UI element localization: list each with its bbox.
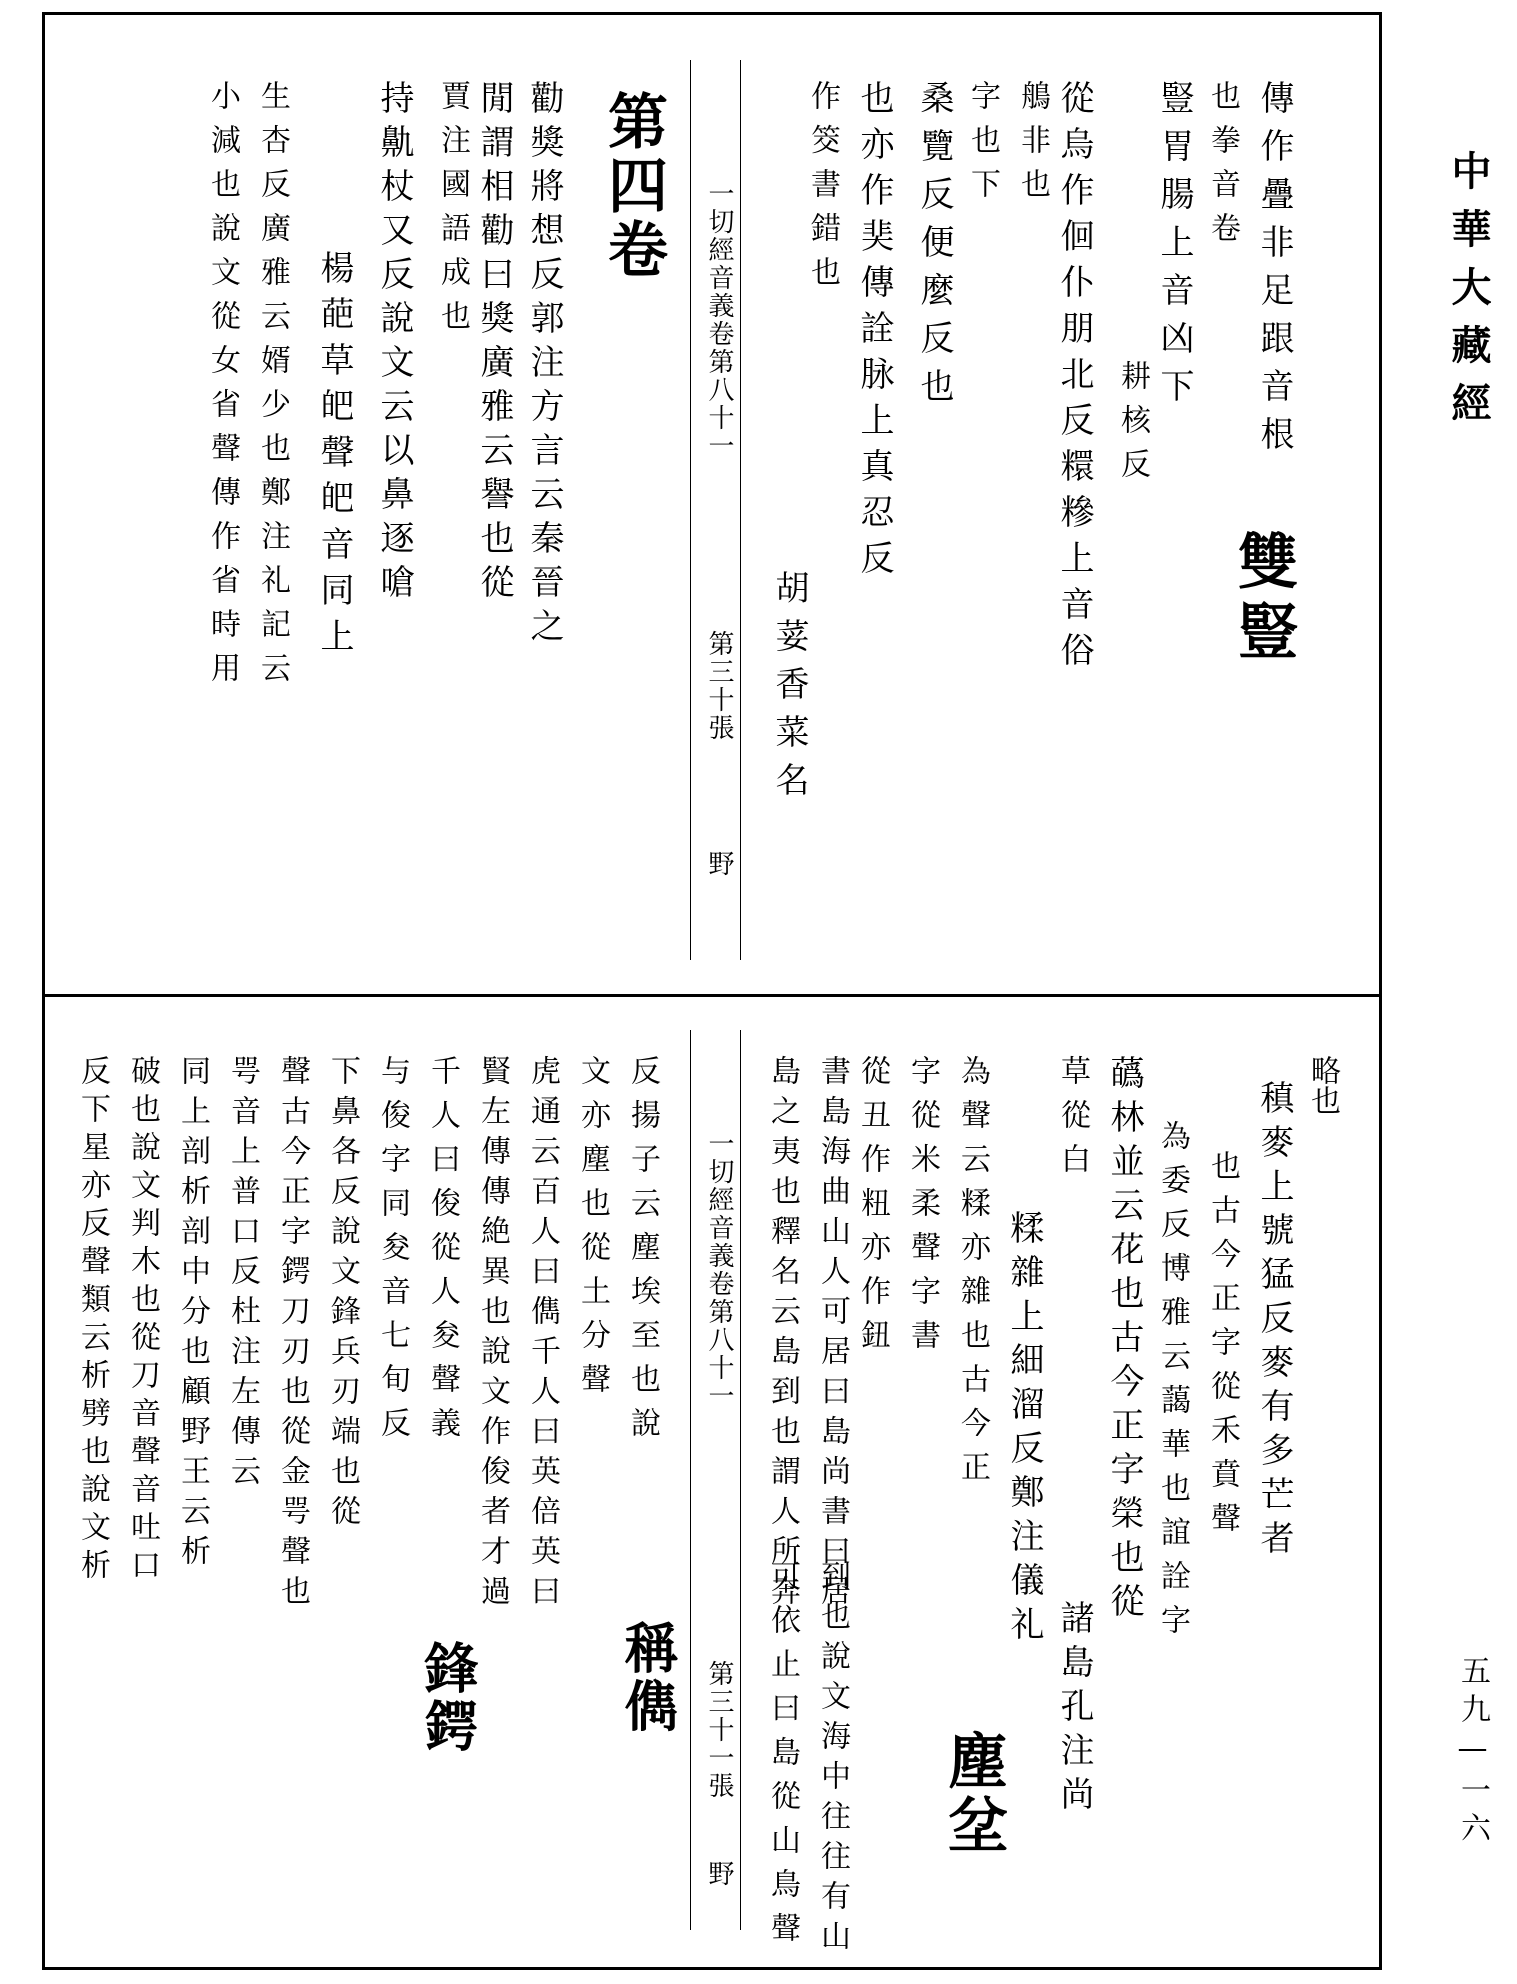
bottom-left-col-7: 下鼻各反說文鋒兵刃端也從 (325, 1055, 360, 1535)
bottom-left-col-3: 虎通云百人曰儁千人曰英倍英曰 (525, 1055, 560, 1615)
top-right-col-2: 也拳音卷 (1205, 80, 1240, 256)
bottom-right-col-2: 稹麥上號猛反麥有多芒者 (1254, 1080, 1294, 1564)
bottom-right-col-7: 糅雜上細溜反鄭注儀礼 (1004, 1210, 1044, 1650)
top-right-col-4: 耕核反 (1115, 360, 1150, 492)
bottom-right-col-3: 也古今正字從禾賁聲 (1205, 1150, 1240, 1546)
bottom-right-col-16: 塵坌 (938, 1730, 1008, 1858)
bottom-right-col-1: 略也 (1305, 1055, 1340, 1115)
bottom-left-col-9: 咢音上普口反杜注左傳云 (225, 1055, 260, 1495)
top-right-col-8: 字也下 (965, 80, 1000, 212)
top-left-col-4: 賈注國語成也 (435, 80, 470, 344)
top-right-col-1: 傳作疊非足跟音根 (1254, 80, 1294, 464)
top-right-col-10: 也亦作奜傳詮脉上真忍反 (854, 80, 894, 586)
bottom-right-col-14: 到也說文海中往往有山 (815, 1560, 850, 1960)
top-right-col-9: 桑覽反便麼反也 (914, 80, 954, 416)
top-right-col-11: 作筊書錯也 (805, 80, 840, 300)
top-left-col-5: 持鼽杖又反說文云以鼻逐嗆 (374, 80, 414, 608)
top-right-col-7: 鵃非也 (1015, 80, 1050, 212)
top-panel (50, 30, 1380, 990)
bottom-right-col-15: 可依止曰島從山鳥聲 (765, 1560, 800, 1956)
bottom-left-col-12: 反下星亦反聲類云析劈也說文析 (75, 1055, 110, 1587)
bottom-right-col-13: 島之夷也釋名云島到也謂人所奔 (765, 1055, 800, 1615)
top-left-col-7: 生杏反廣雅云婿少也鄭注礼記云 (255, 80, 290, 696)
top-left-col-3: 閒謂相勸曰獎廣雅云譽也從 (474, 80, 514, 608)
page-number: 五九—一六 (1455, 1655, 1490, 1850)
bottom-right-col-10: 從丑作粈亦作鈕 (855, 1055, 890, 1363)
collection-title: 中華大藏經 (1445, 150, 1492, 440)
bottom-right-col-5: 蘤林並云花也古今正字榮也從 (1104, 1055, 1144, 1627)
bottom-left-col-10: 同上剖析剖中分也顧野王云析 (175, 1055, 210, 1575)
bottom-left-col-6: 与俊字同夋音七旬反 (375, 1055, 410, 1451)
bottom-left-col-8: 聲古今正字鍔刀刃也從金咢聲也 (275, 1055, 310, 1615)
bottom-left-col-11: 破也說文判木也從刀音聲音吐口 (125, 1055, 160, 1587)
top-center-sheet: 第三十張 (704, 630, 734, 742)
bottom-left-col-2: 文亦塵也從土分聲 (575, 1055, 610, 1407)
top-spine-left (690, 60, 691, 960)
top-center-title: 一切經音義卷第八十一 (704, 180, 734, 460)
bottom-right-col-9: 字從米柔聲字書 (905, 1055, 940, 1363)
top-left-col-6: 楊葩草皅聲皅音同上 (314, 250, 354, 664)
bottom-left-col-4: 賢左傳傳絶異也說文作俊者才過 (475, 1055, 510, 1615)
bottom-spine-left (690, 1030, 691, 1930)
bottom-center-title: 一切經音義卷第八十一 (704, 1130, 734, 1410)
bottom-panel (50, 1000, 1380, 1960)
top-right-col-6: 從烏作佪仆朋北反糫糝上音俗 (1054, 80, 1094, 678)
bottom-center-sheet: 第三十一張 (704, 1660, 734, 1800)
bottom-right-col-8: 為聲云糅亦雜也古今正 (955, 1055, 990, 1495)
top-spine-right (740, 60, 741, 960)
bottom-spine-right (740, 1030, 741, 1930)
top-left-col-2: 勸獎將想反郭注方言云秦晉之 (524, 80, 564, 652)
bottom-headword-1: 稱儁 (616, 1620, 680, 1736)
bottom-right-col-4: 為委反博雅云藹華也誼詮字 (1155, 1120, 1190, 1648)
bottom-right-col-6: 草從白 (1055, 1055, 1090, 1187)
top-left-col-1: 第四卷 (598, 90, 668, 282)
bottom-center-mark: 野 (704, 1860, 734, 1888)
top-right-col-5: 雙豎 (1228, 530, 1298, 670)
top-right-col-3: 豎胃腸上音凶下 (1154, 80, 1194, 416)
bottom-left-col-1: 反揚子云塵埃至也說 (625, 1055, 660, 1451)
panel-divider (45, 994, 1379, 997)
top-center-mark: 野 (704, 850, 734, 878)
top-left-col-8: 小減也說文從女省聲傳作省時用 (205, 80, 240, 696)
bottom-right-col-12: 諸島孔注尚 (1054, 1600, 1094, 1820)
bottom-headword-2: 鋒鍔 (416, 1640, 480, 1756)
bottom-right-col-11: 書島海曲山人可居曰島尚書曰居 (815, 1055, 850, 1615)
top-right-col-12: 胡荽香菜名 (769, 570, 809, 810)
bottom-left-col-5: 千人曰俊從人夋聲義 (425, 1055, 460, 1451)
